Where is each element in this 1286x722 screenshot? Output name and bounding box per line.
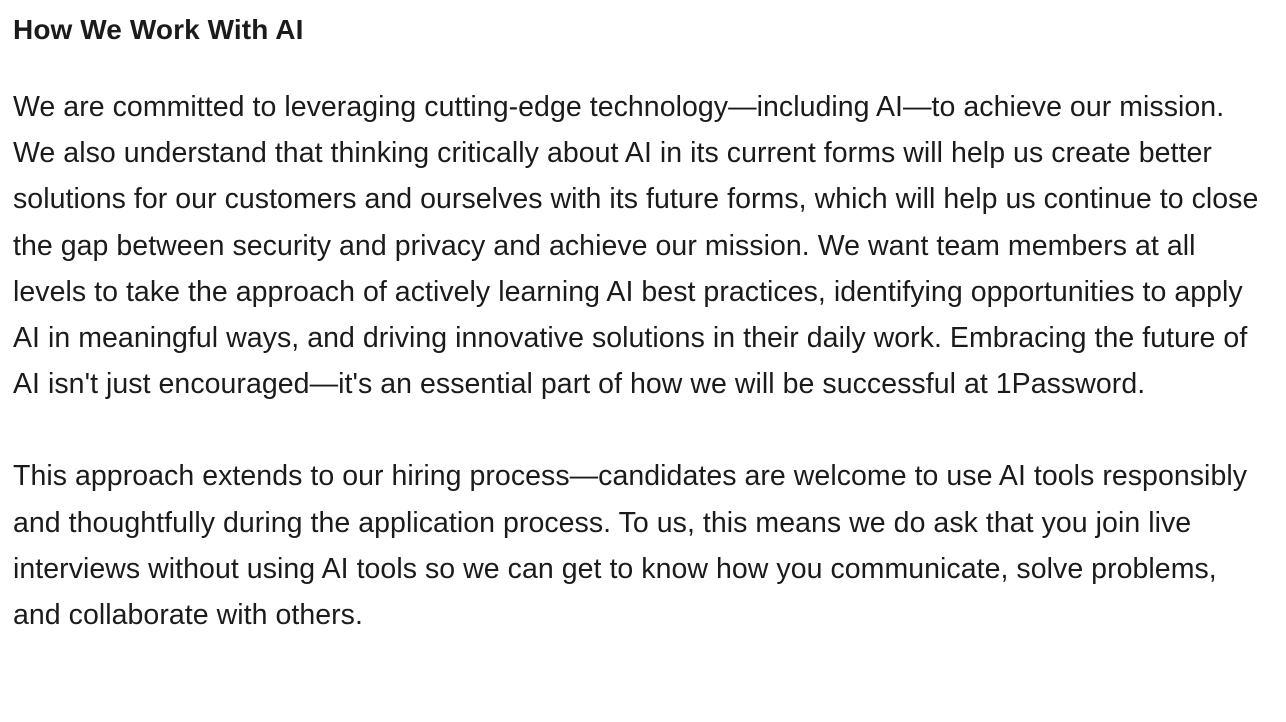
ai-policy-section (13, 10, 1268, 638)
paragraph-ai-commitment: We are committed to leveraging cutting-edge technology—including AI—to achieve our mission. We also understand that thinking critically about AI in its current forms will help us create better solutions for our customers and ourselves with its future forms, which will help us continue to close the gap between security and privacy and achieve our mission. We want team members at all levels to take the approach of actively learning AI best practices, identifying opportunities to apply AI in meaningful ways, and driving innovative solutions in their daily work. Embracing the future of AI isn't just encouraged—it's an essential part of how we will be successful at 1Password. (13, 91, 1259, 401)
section-heading: How We Work With AI (13, 14, 304, 45)
paragraph-hiring-process: This approach extends to our hiring process—candidates are welcome to use AI tools responsibly and thoughtfully during the application process. To us, this means we do ask that you join live interviews without using AI tools so we can get to know how you communicate, solve problems, and collaborate with others. (13, 460, 1248, 632)
